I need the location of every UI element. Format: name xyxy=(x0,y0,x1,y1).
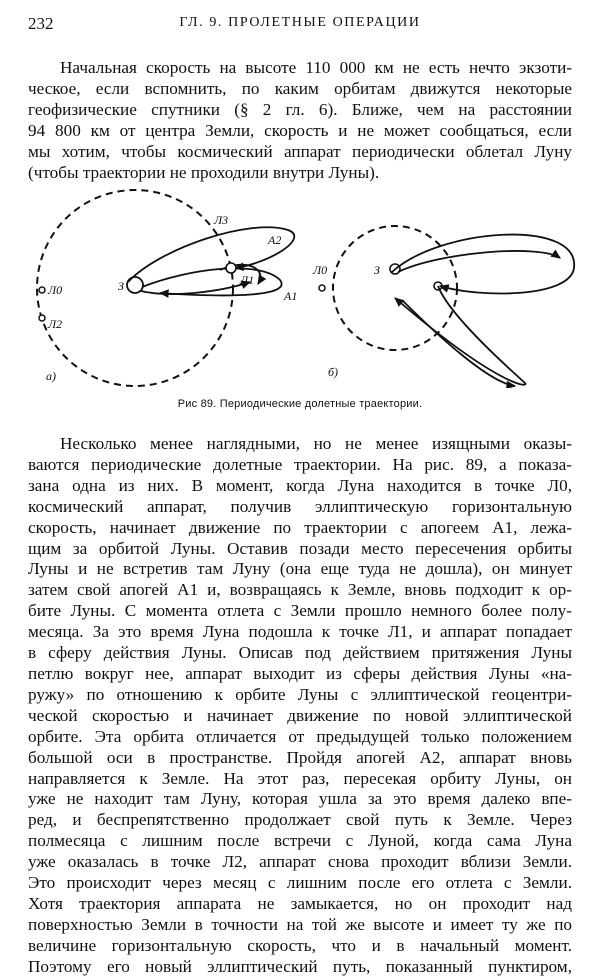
trajectory-diagram xyxy=(20,188,580,388)
moon-l0 xyxy=(39,287,45,293)
text-line: ческое, если вспомнить, по каким орбитам движутся некоторые xyxy=(28,78,572,98)
label-earth-b: З xyxy=(374,263,380,277)
text-line: скорость, начинает движение по траектории с апогеем A1, лежа- xyxy=(28,517,572,537)
moon-l2 xyxy=(39,315,45,321)
panel-b xyxy=(312,226,574,386)
text-line: (чтобы траектории не проходили внутри Луны). xyxy=(28,162,380,182)
text-line: большой оси в пространстве. Пройдя апогей A2, аппарат вновь xyxy=(28,747,572,767)
text-line: Поэтому его новый эллиптический путь, показанный пунктиром, xyxy=(28,956,572,976)
text-line: щим за орбитой Луны. Оставив позади место пересечения орбиты xyxy=(28,538,572,558)
label-a2: A2 xyxy=(268,233,282,247)
text-line: величине горизонтальную скорость, что и в начальный момент. xyxy=(28,935,572,955)
page-number: 232 xyxy=(28,14,54,33)
label-panel-a: а) xyxy=(46,369,56,383)
label-a1: A1 xyxy=(284,289,298,303)
text-line: ваются периодические долетные траектории. На рис. 89, а показа- xyxy=(28,454,572,474)
text-line: бите Луны. С момента отлета с Земли прошло немного более полу- xyxy=(28,601,572,621)
text-line: геофизические спутники (§ 2 гл. 6). Ближе, чем на расстоянии xyxy=(28,99,572,119)
figure-89 xyxy=(20,188,580,388)
page-header xyxy=(28,14,572,36)
figure-caption: Рис 89. Периодические долетные траектории. xyxy=(177,398,423,410)
label-l2: Л2 xyxy=(48,317,63,331)
panel-a xyxy=(37,190,297,386)
text-line: ческой скоростью и начинает движение по новой эллиптической xyxy=(28,705,572,725)
text-line: поверхностью Земли в точности на той же высоте и имеет ту же по xyxy=(28,914,572,934)
text-line: затем свой апогей A1 и, возвращаясь к Земле, вновь подходит к ор- xyxy=(28,580,572,600)
text-line: направляется к Земле. На этот раз, пересекая орбиту Луны, он xyxy=(28,768,572,788)
text-line: ред, и беспрепятственно продолжает свой путь к Земле. Через xyxy=(28,810,572,830)
trajectory-b2 xyxy=(395,286,526,385)
text-line: Начальная скорость на высоте 110 000 км не есть нечто экзоти- xyxy=(60,58,572,77)
text-line: в сферу действия Луны. Описав под действием притяжения Луны xyxy=(28,643,572,663)
text-line: Луны и не встретив там Луну (она еще туда не дошла), он минует xyxy=(28,559,572,579)
text-line: 94 800 км от центра Земли, скорость и не может сообщаться, если xyxy=(28,120,572,140)
text-line: петлю вокруг нее, аппарат выходит из сферы действия Луны «на- xyxy=(28,663,572,683)
text-line: уже не находит там Луну, которая ушла за это время далеко впе- xyxy=(28,789,572,809)
moon-l0-b xyxy=(319,285,325,291)
text-line: космический аппарат, получив эллиптическую горизонтальную xyxy=(28,496,572,516)
paragraph-intro xyxy=(28,58,572,183)
label-l0: Л0 xyxy=(48,283,63,297)
label-earth-a: З xyxy=(118,279,124,293)
moon-l1 xyxy=(226,263,236,273)
label-l1: Л1 xyxy=(240,273,255,287)
text-line: Хотя траектория аппарата не замыкается, но он проходит над xyxy=(28,893,572,913)
text-line: полмесяца с лишним после встречи с Луной, когда сама Луна xyxy=(28,831,572,851)
text-line: ружу» по отношению к орбите Луны с эллиптической геоцентри- xyxy=(28,684,572,704)
text-line: месяца. За это время Луна подошла к точке Л1, и аппарат попадает xyxy=(28,622,572,642)
text-line: уже оказалась в точке Л2, аппарат снова проходит вблизи Земли. xyxy=(28,852,572,872)
text-line: зана одна из них. В момент, когда Луна находится в точке Л0, xyxy=(28,475,572,495)
label-panel-b: б) xyxy=(328,365,339,379)
text-line: мы хотим, чтобы космический аппарат периодически облетал Луну xyxy=(28,141,572,161)
text-line: орбите. Эта орбита отличается от предыдущей только положением xyxy=(28,726,572,746)
label-l3: Л3 xyxy=(214,213,229,227)
running-title: ГЛ. 9. ПРОЛЕТНЫЕ ОПЕРАЦИИ xyxy=(179,15,421,30)
text-line: Несколько менее наглядными, но не менее изящными оказы- xyxy=(60,434,572,453)
label-l0-b: Л0 xyxy=(313,263,328,277)
paragraph-main xyxy=(28,434,572,978)
text-line: Это происходит через месяц с лишним после его отлета с Земли. xyxy=(28,873,572,893)
